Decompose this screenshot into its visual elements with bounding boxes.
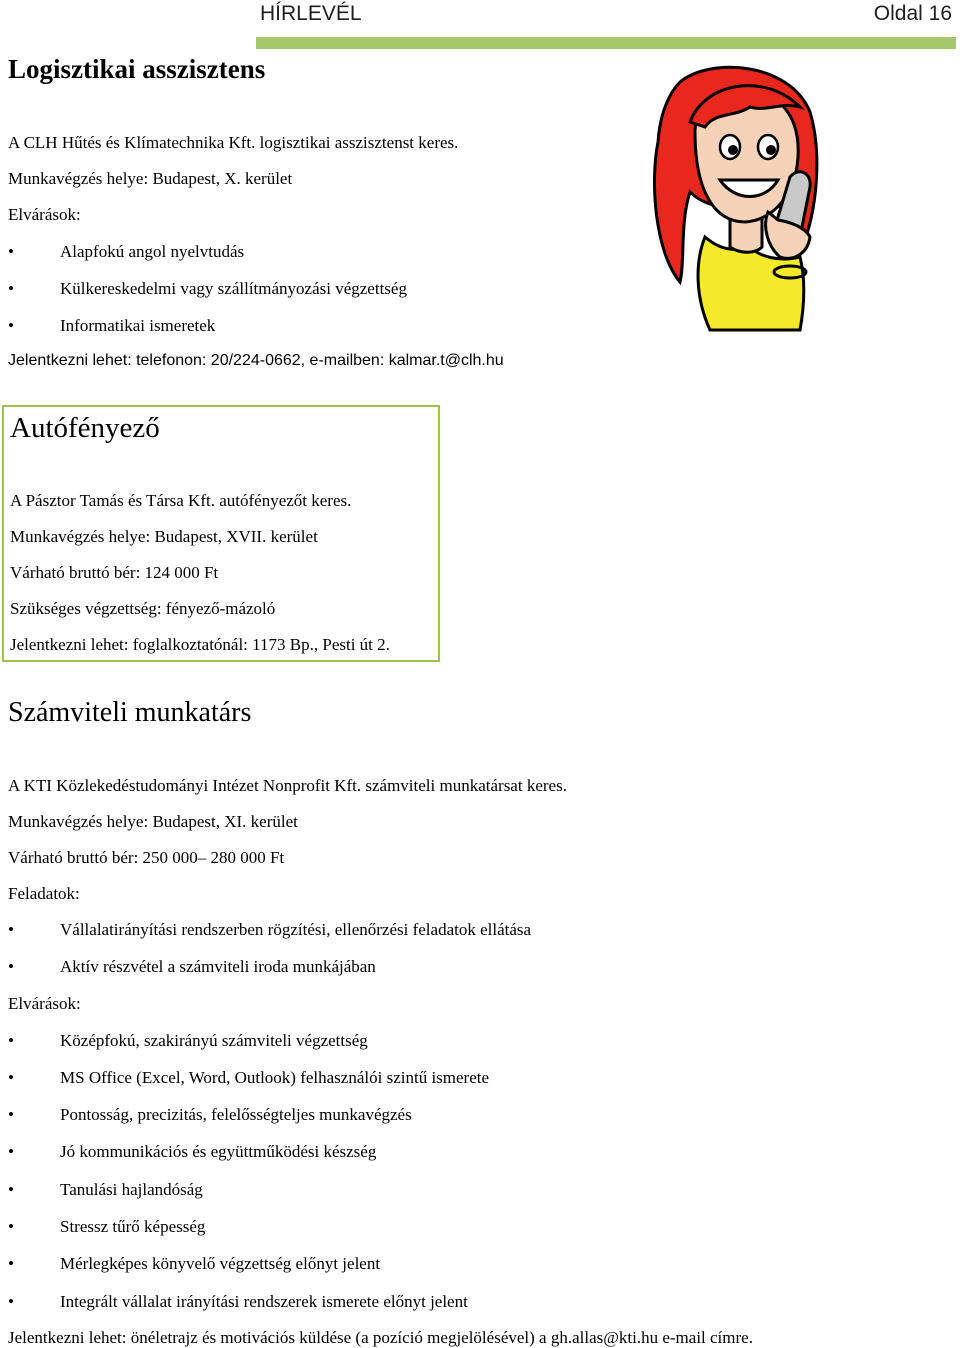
job3-req-item: Középfokú, szakirányú számviteli végzettség xyxy=(60,1031,368,1050)
bullet-icon: • xyxy=(8,1254,14,1273)
job3-contact: Jelentkezni lehet: önéletrajz és motivációs küldése (a pozíció megjelölésével) a gh.allas@kti.hu e-mail címre. xyxy=(8,1328,753,1347)
job2-company: A Pásztor Tamás és Társa Kft. autófényezőt keres. xyxy=(10,491,352,510)
job2-location: Munkavégzés helye: Budapest, XVII. kerület xyxy=(10,527,318,546)
job1-company: A CLH Hűtés és Klímatechnika Kft. logisztikai asszisztenst keres. xyxy=(8,133,459,152)
bullet-icon: • xyxy=(8,1180,14,1199)
job3-title: Számviteli munkatárs xyxy=(8,697,252,728)
job3-location: Munkavégzés helye: Budapest, XI. kerület xyxy=(8,812,298,831)
job2-title: Autófényező xyxy=(10,412,160,444)
job3-task-item: Vállalatirányítási rendszerben rögzítési, ellenőrzési feladatok ellátása xyxy=(60,920,532,939)
bullet-icon: • xyxy=(8,1142,14,1161)
job1-title: Logisztikai asszisztens xyxy=(8,54,266,84)
job2-salary: Várható bruttó bér: 124 000 Ft xyxy=(10,563,219,582)
job3-req-item: Pontosság, precizitás, felelősségteljes munkavégzés xyxy=(60,1105,412,1124)
job1-contact: Jelentkezni lehet: telefonon: 20/224-0662, e-mailben: kalmar.t@clh.hu xyxy=(8,352,504,369)
bullet-icon: • xyxy=(8,1292,14,1311)
bullet-icon: • xyxy=(8,1217,14,1236)
bullet-icon: • xyxy=(8,316,14,335)
job3-req-item: Jó kommunikációs és együttműködési készség xyxy=(60,1142,377,1161)
newsletter-label: HÍRLEVÉL xyxy=(260,2,362,25)
job3-req-item: Stressz tűrő képesség xyxy=(60,1217,206,1236)
job3-task-item: Aktív részvétel a számviteli iroda munkájában xyxy=(60,957,376,976)
job1-location: Munkavégzés helye: Budapest, X. kerület xyxy=(8,169,293,188)
job1-req-label: Elvárások: xyxy=(8,205,81,224)
job3-req-item: Tanulási hajlandóság xyxy=(60,1180,203,1199)
job3-req-item: Mérlegképes könyvelő végzettség előnyt jelent xyxy=(60,1254,381,1273)
bullet-icon: • xyxy=(8,1031,14,1050)
job3-salary: Várható bruttó bér: 250 000– 280 000 Ft xyxy=(8,848,285,867)
bullet-icon: • xyxy=(8,957,14,976)
job3-req-item: MS Office (Excel, Word, Outlook) felhasználói szintű ismerete xyxy=(60,1068,490,1087)
woman-on-phone-icon xyxy=(650,62,820,332)
job3-req-label: Elvárások: xyxy=(8,994,81,1013)
job3-company: A KTI Közlekedéstudományi Intézet Nonprofit Kft. számviteli munkatársat keres. xyxy=(8,776,567,795)
job1-req-item: Informatikai ismeretek xyxy=(60,316,216,335)
bullet-icon: • xyxy=(8,279,14,298)
header-bar xyxy=(256,37,956,49)
job1-req-item: Külkereskedelmi vagy szállítmányozási végzettség xyxy=(60,279,407,298)
job2-qualification: Szükséges végzettség: fényező-mázoló xyxy=(10,599,276,618)
bullet-icon: • xyxy=(8,242,14,261)
job3-tasks-label: Feladatok: xyxy=(8,884,80,903)
page-number: Oldal 16 xyxy=(873,2,952,25)
job3-req-item: Integrált vállalat irányítási rendszerek ismerete előnyt jelent xyxy=(60,1292,468,1311)
job2-contact: Jelentkezni lehet: foglalkoztatónál: 1173 Bp., Pesti út 2. xyxy=(10,635,390,654)
job1-req-item: Alapfokú angol nyelvtudás xyxy=(60,242,245,261)
bullet-icon: • xyxy=(8,1105,14,1124)
bullet-icon: • xyxy=(8,1068,14,1087)
bullet-icon: • xyxy=(8,920,14,939)
